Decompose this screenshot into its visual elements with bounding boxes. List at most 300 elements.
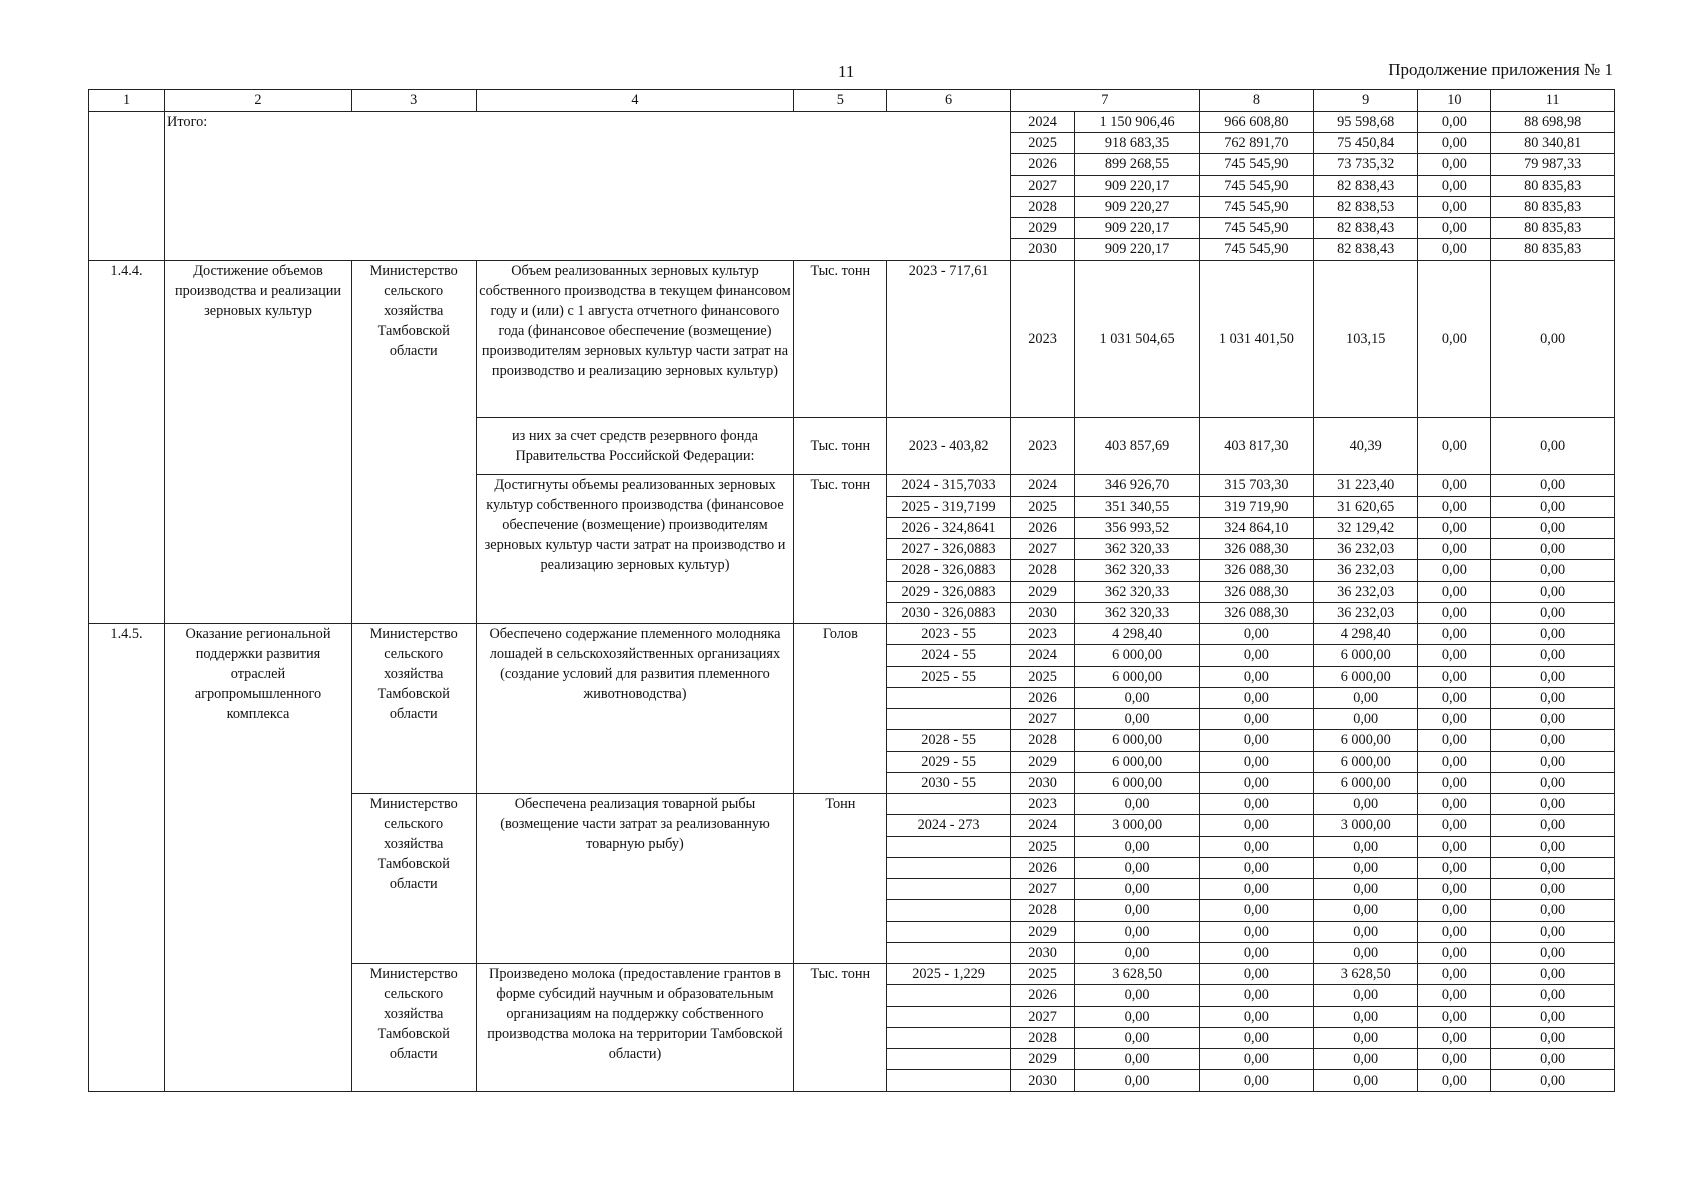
column-header-6: 6 — [887, 90, 1011, 112]
regional-cell: 0,00 — [1313, 857, 1418, 878]
local-cell: 0,00 — [1418, 879, 1491, 900]
indicator-value — [887, 942, 1011, 963]
appendix-continuation-note: Продолжение приложения № 1 — [1388, 60, 1613, 79]
local-cell: 0,00 — [1418, 175, 1491, 196]
regional-cell: 82 838,53 — [1313, 196, 1418, 217]
extra-cell: 0,00 — [1491, 645, 1615, 666]
extra-cell: 0,00 — [1491, 1070, 1615, 1092]
local-cell: 0,00 — [1418, 517, 1491, 538]
indicator-value — [887, 1070, 1011, 1092]
federal-cell: 745 545,90 — [1199, 154, 1313, 175]
indicator-value — [887, 879, 1011, 900]
extra-cell: 0,00 — [1491, 794, 1615, 815]
local-cell: 0,00 — [1418, 1049, 1491, 1070]
total-cell: 0,00 — [1075, 857, 1200, 878]
federal-cell: 0,00 — [1199, 1006, 1313, 1027]
empty-cell — [89, 111, 165, 260]
indicator-value — [887, 794, 1011, 815]
regional-cell: 40,39 — [1313, 417, 1418, 475]
year-cell: 2026 — [1010, 985, 1074, 1006]
total-cell: 0,00 — [1075, 1006, 1200, 1027]
federal-cell: 745 545,90 — [1199, 218, 1313, 239]
extra-cell: 0,00 — [1491, 666, 1615, 687]
extra-cell: 80 835,83 — [1491, 218, 1615, 239]
column-header-8: 8 — [1199, 90, 1313, 112]
local-cell: 0,00 — [1418, 772, 1491, 793]
total-cell: 0,00 — [1075, 879, 1200, 900]
indicator-text: Обеспечена реализация товарной рыбы (возмещение части затрат за реализованную товарную рыбу) — [476, 794, 794, 964]
total-cell: 356 993,52 — [1075, 517, 1200, 538]
total-cell: 3 000,00 — [1075, 815, 1200, 836]
section-row — [89, 624, 1615, 645]
year-cell: 2025 — [1010, 964, 1074, 985]
year-cell: 2029 — [1010, 921, 1074, 942]
extra-cell: 0,00 — [1491, 260, 1615, 417]
unit-cell: Тыс. тонн — [794, 260, 887, 417]
regional-cell: 36 232,03 — [1313, 539, 1418, 560]
extra-cell: 0,00 — [1491, 624, 1615, 645]
indicator-text: Произведено молока (предоставление грантов в форме субсидий научным и образовательным организациям на поддержку собственного производства молока на территории Тамбовской области) — [476, 964, 794, 1092]
extra-cell: 0,00 — [1491, 921, 1615, 942]
year-cell: 2023 — [1010, 794, 1074, 815]
regional-cell: 0,00 — [1313, 836, 1418, 857]
year-cell: 2029 — [1010, 1049, 1074, 1070]
year-cell: 2027 — [1010, 879, 1074, 900]
extra-cell: 0,00 — [1491, 417, 1615, 475]
federal-cell: 966 608,80 — [1199, 111, 1313, 132]
regional-cell: 0,00 — [1313, 1070, 1418, 1092]
indicator-value: 2025 - 1,229 — [887, 964, 1011, 985]
local-cell: 0,00 — [1418, 560, 1491, 581]
indicator-value — [887, 857, 1011, 878]
local-cell: 0,00 — [1418, 496, 1491, 517]
extra-cell: 0,00 — [1491, 1027, 1615, 1048]
executor: Министерство сельского хозяйства Тамбовской области — [351, 260, 476, 623]
federal-cell: 0,00 — [1199, 709, 1313, 730]
indicator-value: 2025 - 55 — [887, 666, 1011, 687]
regional-cell: 31 223,40 — [1313, 475, 1418, 496]
federal-cell: 403 817,30 — [1199, 417, 1313, 475]
year-cell: 2023 — [1010, 260, 1074, 417]
federal-cell: 0,00 — [1199, 879, 1313, 900]
indicator-value — [887, 687, 1011, 708]
indicator-value — [887, 1049, 1011, 1070]
extra-cell: 80 340,81 — [1491, 133, 1615, 154]
year-cell: 2030 — [1010, 942, 1074, 963]
federal-cell: 0,00 — [1199, 624, 1313, 645]
local-cell: 0,00 — [1418, 942, 1491, 963]
federal-cell: 0,00 — [1199, 900, 1313, 921]
total-cell: 0,00 — [1075, 985, 1200, 1006]
federal-cell: 324 864,10 — [1199, 517, 1313, 538]
federal-cell: 0,00 — [1199, 985, 1313, 1006]
regional-cell: 82 838,43 — [1313, 175, 1418, 196]
local-cell: 0,00 — [1418, 1027, 1491, 1048]
indicator-value: 2024 - 55 — [887, 645, 1011, 666]
regional-cell: 0,00 — [1313, 794, 1418, 815]
year-cell: 2030 — [1010, 602, 1074, 623]
column-header-10: 10 — [1418, 90, 1491, 112]
total-cell: 6 000,00 — [1075, 772, 1200, 793]
regional-cell: 103,15 — [1313, 260, 1418, 417]
local-cell: 0,00 — [1418, 730, 1491, 751]
regional-cell: 6 000,00 — [1313, 772, 1418, 793]
year-cell: 2024 — [1010, 475, 1074, 496]
extra-cell: 79 987,33 — [1491, 154, 1615, 175]
event-name: Достижение объемов производства и реализации зерновых культур — [165, 260, 352, 623]
federal-cell: 0,00 — [1199, 1049, 1313, 1070]
indicator-value: 2024 - 315,7033 — [887, 475, 1011, 496]
federal-cell: 0,00 — [1199, 1027, 1313, 1048]
local-cell: 0,00 — [1418, 602, 1491, 623]
extra-cell: 0,00 — [1491, 751, 1615, 772]
unit-cell: Тыс. тонн — [794, 417, 887, 475]
year-cell: 2028 — [1010, 1027, 1074, 1048]
year-cell: 2026 — [1010, 154, 1074, 175]
extra-cell: 80 835,83 — [1491, 175, 1615, 196]
section-number: 1.4.5. — [89, 624, 165, 1092]
extra-cell: 0,00 — [1491, 475, 1615, 496]
regional-cell: 82 838,43 — [1313, 218, 1418, 239]
total-cell: 0,00 — [1075, 687, 1200, 708]
indicator-value: 2023 - 55 — [887, 624, 1011, 645]
extra-cell: 0,00 — [1491, 581, 1615, 602]
regional-cell: 6 000,00 — [1313, 666, 1418, 687]
year-cell: 2030 — [1010, 1070, 1074, 1092]
federal-cell: 326 088,30 — [1199, 539, 1313, 560]
extra-cell: 0,00 — [1491, 517, 1615, 538]
local-cell: 0,00 — [1418, 921, 1491, 942]
total-cell: 0,00 — [1075, 921, 1200, 942]
regional-cell: 3 000,00 — [1313, 815, 1418, 836]
year-cell: 2024 — [1010, 111, 1074, 132]
local-cell: 0,00 — [1418, 624, 1491, 645]
federal-cell: 315 703,30 — [1199, 475, 1313, 496]
extra-cell: 0,00 — [1491, 964, 1615, 985]
indicator-value — [887, 836, 1011, 857]
total-cell: 909 220,17 — [1075, 239, 1200, 260]
executor: Министерство сельского хозяйства Тамбовской области — [351, 794, 476, 964]
table-body — [89, 90, 1615, 1092]
section-number: 1.4.4. — [89, 260, 165, 623]
total-cell: 1 150 906,46 — [1075, 111, 1200, 132]
indicator-value: 2023 - 717,61 — [887, 260, 1011, 417]
federal-cell: 0,00 — [1199, 815, 1313, 836]
column-header-1: 1 — [89, 90, 165, 112]
unit-cell: Тонн — [794, 794, 887, 964]
indicator-text: Достигнуты объемы реализованных зерновых культур собственного производства (финансовое обеспечение (возмещение) производителям зерновых культур части затрат на производство и реализацию зерновых культур) — [476, 475, 794, 624]
local-cell: 0,00 — [1418, 196, 1491, 217]
year-cell: 2023 — [1010, 417, 1074, 475]
extra-cell: 0,00 — [1491, 772, 1615, 793]
total-cell: 918 683,35 — [1075, 133, 1200, 154]
extra-cell: 0,00 — [1491, 836, 1615, 857]
local-cell: 0,00 — [1418, 964, 1491, 985]
regional-cell: 0,00 — [1313, 687, 1418, 708]
column-header-7: 7 — [1010, 90, 1199, 112]
total-cell: 3 628,50 — [1075, 964, 1200, 985]
year-cell: 2028 — [1010, 196, 1074, 217]
federal-cell: 0,00 — [1199, 964, 1313, 985]
extra-cell: 0,00 — [1491, 942, 1615, 963]
extra-cell: 0,00 — [1491, 879, 1615, 900]
appendix-table — [88, 89, 1615, 1092]
year-cell: 2029 — [1010, 218, 1074, 239]
year-cell: 2027 — [1010, 1006, 1074, 1027]
total-cell: 0,00 — [1075, 1049, 1200, 1070]
indicator-value: 2025 - 319,7199 — [887, 496, 1011, 517]
total-cell: 403 857,69 — [1075, 417, 1200, 475]
regional-cell: 0,00 — [1313, 900, 1418, 921]
federal-cell: 319 719,90 — [1199, 496, 1313, 517]
local-cell: 0,00 — [1418, 709, 1491, 730]
federal-cell: 0,00 — [1199, 687, 1313, 708]
year-cell: 2025 — [1010, 836, 1074, 857]
column-header-3: 3 — [351, 90, 476, 112]
total-cell: 0,00 — [1075, 1027, 1200, 1048]
regional-cell: 3 628,50 — [1313, 964, 1418, 985]
indicator-value: 2029 - 326,0883 — [887, 581, 1011, 602]
indicator-value — [887, 900, 1011, 921]
federal-cell: 745 545,90 — [1199, 196, 1313, 217]
year-cell: 2030 — [1010, 239, 1074, 260]
extra-cell: 0,00 — [1491, 730, 1615, 751]
federal-cell: 0,00 — [1199, 666, 1313, 687]
federal-cell: 326 088,30 — [1199, 560, 1313, 581]
local-cell: 0,00 — [1418, 218, 1491, 239]
extra-cell: 0,00 — [1491, 857, 1615, 878]
header-row — [89, 90, 1615, 112]
regional-cell: 0,00 — [1313, 985, 1418, 1006]
regional-cell: 75 450,84 — [1313, 133, 1418, 154]
year-cell: 2026 — [1010, 517, 1074, 538]
local-cell: 0,00 — [1418, 111, 1491, 132]
indicator-value: 2027 - 326,0883 — [887, 539, 1011, 560]
extra-cell: 0,00 — [1491, 1049, 1615, 1070]
federal-cell: 326 088,30 — [1199, 581, 1313, 602]
regional-cell: 0,00 — [1313, 879, 1418, 900]
indicator-value — [887, 1027, 1011, 1048]
event-name: Оказание региональной поддержки развития отраслей агропромышленного комплекса — [165, 624, 352, 1092]
indicator-value: 2028 - 326,0883 — [887, 560, 1011, 581]
indicator-value — [887, 1006, 1011, 1027]
total-cell: 6 000,00 — [1075, 645, 1200, 666]
total-cell: 0,00 — [1075, 942, 1200, 963]
year-cell: 2025 — [1010, 496, 1074, 517]
year-cell: 2024 — [1010, 815, 1074, 836]
extra-cell: 0,00 — [1491, 985, 1615, 1006]
indicator-value — [887, 921, 1011, 942]
unit-cell: Тыс. тонн — [794, 475, 887, 624]
federal-cell: 0,00 — [1199, 857, 1313, 878]
year-cell: 2026 — [1010, 687, 1074, 708]
total-cell: 0,00 — [1075, 836, 1200, 857]
indicator-value: 2030 - 326,0883 — [887, 602, 1011, 623]
regional-cell: 0,00 — [1313, 1006, 1418, 1027]
regional-cell: 0,00 — [1313, 709, 1418, 730]
total-cell: 346 926,70 — [1075, 475, 1200, 496]
federal-cell: 0,00 — [1199, 730, 1313, 751]
federal-cell: 0,00 — [1199, 1070, 1313, 1092]
total-cell: 362 320,33 — [1075, 539, 1200, 560]
local-cell: 0,00 — [1418, 475, 1491, 496]
year-cell: 2025 — [1010, 133, 1074, 154]
indicator-value — [887, 709, 1011, 730]
local-cell: 0,00 — [1418, 539, 1491, 560]
local-cell: 0,00 — [1418, 985, 1491, 1006]
federal-cell: 326 088,30 — [1199, 602, 1313, 623]
year-cell: 2029 — [1010, 751, 1074, 772]
local-cell: 0,00 — [1418, 666, 1491, 687]
unit-cell: Голов — [794, 624, 887, 794]
total-cell: 899 268,55 — [1075, 154, 1200, 175]
federal-cell: 1 031 401,50 — [1199, 260, 1313, 417]
executor: Министерство сельского хозяйства Тамбовской области — [351, 964, 476, 1092]
page-number: 11 — [838, 62, 855, 81]
federal-cell: 0,00 — [1199, 794, 1313, 815]
extra-cell: 0,00 — [1491, 900, 1615, 921]
local-cell: 0,00 — [1418, 751, 1491, 772]
year-cell: 2028 — [1010, 730, 1074, 751]
regional-cell: 6 000,00 — [1313, 751, 1418, 772]
regional-cell: 73 735,32 — [1313, 154, 1418, 175]
year-cell: 2029 — [1010, 581, 1074, 602]
indicator-value: 2024 - 273 — [887, 815, 1011, 836]
regional-cell: 31 620,65 — [1313, 496, 1418, 517]
extra-cell: 0,00 — [1491, 815, 1615, 836]
total-cell: 362 320,33 — [1075, 602, 1200, 623]
section-row — [89, 260, 1615, 417]
extra-cell: 80 835,83 — [1491, 239, 1615, 260]
local-cell: 0,00 — [1418, 1006, 1491, 1027]
local-cell: 0,00 — [1418, 417, 1491, 475]
local-cell: 0,00 — [1418, 133, 1491, 154]
total-label: Итого: — [165, 111, 1011, 260]
total-cell: 0,00 — [1075, 1070, 1200, 1092]
column-header-11: 11 — [1491, 90, 1615, 112]
column-header-9: 9 — [1313, 90, 1418, 112]
regional-cell: 36 232,03 — [1313, 560, 1418, 581]
regional-cell: 0,00 — [1313, 1027, 1418, 1048]
column-header-2: 2 — [165, 90, 352, 112]
regional-cell: 95 598,68 — [1313, 111, 1418, 132]
regional-cell: 36 232,03 — [1313, 581, 1418, 602]
federal-cell: 0,00 — [1199, 942, 1313, 963]
total-cell: 909 220,27 — [1075, 196, 1200, 217]
indicator-value: 2029 - 55 — [887, 751, 1011, 772]
federal-cell: 0,00 — [1199, 751, 1313, 772]
federal-cell: 745 545,90 — [1199, 175, 1313, 196]
year-cell: 2027 — [1010, 175, 1074, 196]
total-cell: 0,00 — [1075, 709, 1200, 730]
column-header-4: 4 — [476, 90, 794, 112]
year-cell: 2027 — [1010, 709, 1074, 730]
executor: Министерство сельского хозяйства Тамбовской области — [351, 624, 476, 794]
indicator-value: 2026 - 324,8641 — [887, 517, 1011, 538]
indicator-text: из них за счет средств резервного фонда Правительства Российской Федерации: — [476, 417, 794, 475]
extra-cell: 80 835,83 — [1491, 196, 1615, 217]
column-header-5: 5 — [794, 90, 887, 112]
indicator-text: Обеспечено содержание племенного молодняка лошадей в сельскохозяйственных организациях (создание условий для развития племенного животноводства) — [476, 624, 794, 794]
year-cell: 2028 — [1010, 560, 1074, 581]
total-cell: 6 000,00 — [1075, 751, 1200, 772]
local-cell: 0,00 — [1418, 836, 1491, 857]
local-cell: 0,00 — [1418, 239, 1491, 260]
regional-cell: 82 838,43 — [1313, 239, 1418, 260]
federal-cell: 0,00 — [1199, 772, 1313, 793]
year-cell: 2026 — [1010, 857, 1074, 878]
regional-cell: 0,00 — [1313, 921, 1418, 942]
total-cell: 4 298,40 — [1075, 624, 1200, 645]
local-cell: 0,00 — [1418, 154, 1491, 175]
year-cell: 2028 — [1010, 900, 1074, 921]
extra-cell: 0,00 — [1491, 602, 1615, 623]
regional-cell: 0,00 — [1313, 1049, 1418, 1070]
extra-cell: 0,00 — [1491, 496, 1615, 517]
year-cell: 2023 — [1010, 624, 1074, 645]
year-cell: 2027 — [1010, 539, 1074, 560]
year-cell: 2030 — [1010, 772, 1074, 793]
extra-cell: 0,00 — [1491, 687, 1615, 708]
federal-cell: 745 545,90 — [1199, 239, 1313, 260]
total-cell: 0,00 — [1075, 794, 1200, 815]
indicator-value: 2030 - 55 — [887, 772, 1011, 793]
indicator-value: 2028 - 55 — [887, 730, 1011, 751]
extra-cell: 88 698,98 — [1491, 111, 1615, 132]
indicator-value: 2023 - 403,82 — [887, 417, 1011, 475]
total-cell: 1 031 504,65 — [1075, 260, 1200, 417]
extra-cell: 0,00 — [1491, 560, 1615, 581]
regional-cell: 6 000,00 — [1313, 645, 1418, 666]
local-cell: 0,00 — [1418, 815, 1491, 836]
local-cell: 0,00 — [1418, 794, 1491, 815]
federal-cell: 0,00 — [1199, 645, 1313, 666]
total-cell: 909 220,17 — [1075, 175, 1200, 196]
total-cell: 6 000,00 — [1075, 666, 1200, 687]
total-cell: 909 220,17 — [1075, 218, 1200, 239]
regional-cell: 4 298,40 — [1313, 624, 1418, 645]
total-cell: 362 320,33 — [1075, 560, 1200, 581]
regional-cell: 32 129,42 — [1313, 517, 1418, 538]
local-cell: 0,00 — [1418, 581, 1491, 602]
total-row — [89, 111, 1615, 132]
regional-cell: 6 000,00 — [1313, 730, 1418, 751]
total-cell: 351 340,55 — [1075, 496, 1200, 517]
year-cell: 2025 — [1010, 666, 1074, 687]
unit-cell: Тыс. тонн — [794, 964, 887, 1092]
local-cell: 0,00 — [1418, 900, 1491, 921]
local-cell: 0,00 — [1418, 857, 1491, 878]
federal-cell: 762 891,70 — [1199, 133, 1313, 154]
federal-cell: 0,00 — [1199, 921, 1313, 942]
local-cell: 0,00 — [1418, 1070, 1491, 1092]
total-cell: 0,00 — [1075, 900, 1200, 921]
extra-cell: 0,00 — [1491, 709, 1615, 730]
local-cell: 0,00 — [1418, 260, 1491, 417]
indicator-value — [887, 985, 1011, 1006]
total-cell: 362 320,33 — [1075, 581, 1200, 602]
regional-cell: 36 232,03 — [1313, 602, 1418, 623]
total-cell: 6 000,00 — [1075, 730, 1200, 751]
federal-cell: 0,00 — [1199, 836, 1313, 857]
extra-cell: 0,00 — [1491, 1006, 1615, 1027]
regional-cell: 0,00 — [1313, 942, 1418, 963]
indicator-text: Объем реализованных зерновых культур собственного производства в текущем финансовом году и (или) с 1 августа отчетного финансового года (финансовое обеспечение (возмещение) производителям зерновых культур части затрат на производство и реализацию зерновых культур) — [476, 260, 794, 417]
year-cell: 2024 — [1010, 645, 1074, 666]
local-cell: 0,00 — [1418, 687, 1491, 708]
extra-cell: 0,00 — [1491, 539, 1615, 560]
local-cell: 0,00 — [1418, 645, 1491, 666]
